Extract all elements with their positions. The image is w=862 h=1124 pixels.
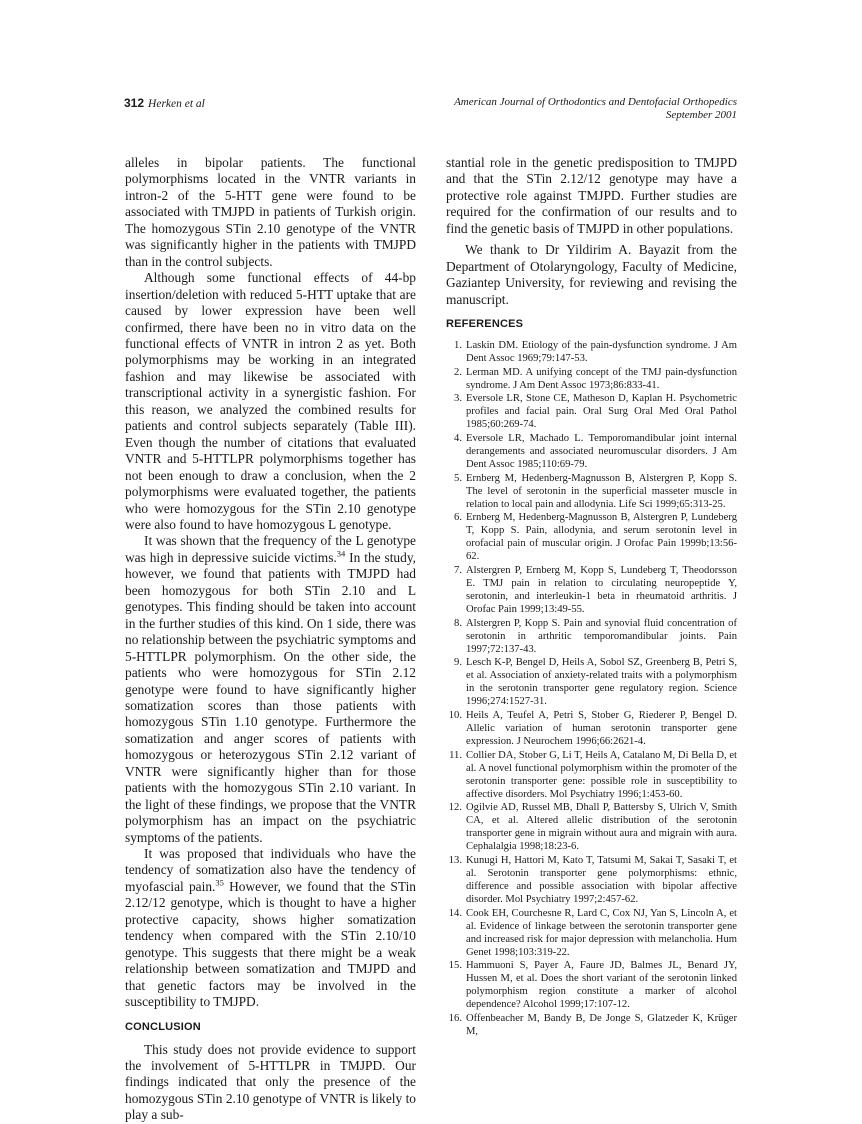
reference-item: [446, 432, 737, 471]
reference-number: 8.: [454, 617, 462, 629]
reference-number: 4.: [454, 432, 462, 444]
paragraph: Although some functional effects of 44-bp insertion/deletion with reduced 5-HTT uptake that are caused by lower expression have been well confirmed, there have been no in vitro data on the functional effects of VNTR in intron 2 as yet. Both polymorphisms may be working in an integrated fashion and may likewise be associated with transcriptional activity in a synergistic fashion. For this reason, we analyzed the combined results for patients and control subjects separately (Table III). Even though the number of citations that evaluated VNTR and 5-HTTLPR polymorphisms together has not been enough to draw a conclusion, when the 2 polymorphisms were evaluated together, the patients who were homozygous for the STin 2.10 genotype were also found to have homozygous L genotype.: [125, 270, 416, 532]
reference-number: 11.: [449, 749, 462, 761]
reference-text: Alstergren P, Kopp S. Pain and synovial fluid concentration of serotonin in arthritic temporomandibular joints. Pain 1997;72:137-43.: [466, 617, 737, 655]
paragraph: [125, 533, 416, 846]
reference-item: [446, 617, 737, 656]
paragraph-text: In the study, however, we found that patients with TMJPD had been homozygous for both STin 2.10 and L genotypes. This finding should be taken into account in the further studies of this kind. On 1 side, there was no relationship between the psychiatric symptoms and 5-HTTLPR polymorphism. On the other side, the patients who were homozygous for STin 2.12 genotype were found to have significantly higher somatization scores than those patients with homozygous STin 1.10 genotype. Furthermore the somatization and anger scores of patients with homozygous or heterozygous STin 2.12 variant of VNTR were significantly higher than for those patients with the homozygous STin 2.10 variant. In the light of these findings, we propose that the VNTR polymorphism has an impact on the psychiatric symptoms of the patients.: [125, 549, 416, 845]
reference-item: [446, 472, 737, 511]
reference-item: [446, 392, 737, 431]
reference-number: 5.: [454, 472, 462, 484]
reference-text: Alstergren P, Ernberg M, Kopp S, Lundeberg T, Theodorsson E. TMJ pain in relation to circulating neuropeptide Y, serotonin, and interleukin-1 beta in rheumatoid arthritis. J Orofac Pain 1999;13:49-55.: [466, 564, 737, 616]
reference-text: Lerman MD. A unifying concept of the TMJ pain-dysfunction syndrome. J Am Dent Assoc 1973;86:833-41.: [466, 366, 737, 391]
reference-text: Kunugi H, Hattori M, Kato T, Tatsumi M, Sakai T, Sasaki T, et al. Serotonin transporter gene polymorphisms: ethnic, difference and possible association with bipolar affective disorder. Mol Psychiatry 1997;2:457-62.: [466, 854, 737, 906]
reference-item: [446, 801, 737, 853]
reference-item: [446, 366, 737, 392]
reference-item: [446, 1012, 737, 1038]
reference-text: Ogilvie AD, Russel MB, Dhall P, Battersby S, Ulrich V, Smith CA, et al. Altered allelic distribution of the serotonin transporter gene in migrain without aura and migrain with aura. Cephalalgia 1998;18:23-6.: [466, 802, 737, 853]
reference-text: Eversole LR, Machado L. Temporomandibular joint internal derangements and associated neuromuscular disorders. J Am Dent Assoc 1985;110:69-79.: [466, 432, 737, 470]
running-header-left: [124, 96, 205, 110]
paragraph-text: It was proposed that individuals who have the tendency of somatization also have the tendency of myofascial pain.: [125, 846, 416, 894]
reference-number: 6.: [454, 512, 462, 524]
issue-date: September 2001: [665, 109, 737, 121]
reference-item: [446, 511, 737, 563]
citation-ref: 34: [336, 548, 346, 559]
reference-text: Eversole LR, Stone CE, Matheson D, Kaplan H. Psychometric profiles and facial pain. Oral Surg Oral Med Oral Pathol 1985;60:269-74.: [466, 393, 737, 431]
reference-text: Collier DA, Stober G, Li T, Heils A, Catalano M, Di Bella D, et al. A novel functional polymorphism within the promoter of the serotonin transporter gene: possible role in susceptibility to affective disorders. Mol Psychiatry 1996;1:453-60.: [466, 749, 737, 800]
reference-item: [446, 709, 737, 748]
reference-number: 10.: [448, 709, 462, 721]
reference-number: 2.: [454, 366, 462, 378]
reference-number: 7.: [454, 564, 462, 576]
reference-text: Ernberg M, Hedenberg-Magnusson B, Alstergren P, Kopp S. The level of serotonin in the superficial masseter muscle in relation to local pain and allodynia. Life Sci 1999;65:313-25.: [466, 472, 737, 510]
reference-list: [446, 339, 737, 1038]
paragraph: This study does not provide evidence to support the involvement of 5-HTTLPR in TMJPD. Our findings indicated that only the presence of the homozygous STin 2.10 genotype of VNTR is likely to play a sub-: [125, 1041, 416, 1123]
reference-number: 9.: [454, 657, 462, 669]
right-column: [446, 155, 737, 1039]
reference-item: [446, 339, 737, 365]
acknowledgment: We thank to Dr Yildirim A. Bayazit from the Department of Otolaryngology, Faculty of Medicine, Gaziantep University, for reviewing and revising the manuscript.: [446, 242, 737, 307]
reference-number: 13.: [448, 854, 462, 866]
reference-number: 1.: [454, 340, 462, 352]
citation-ref: 35: [215, 877, 224, 888]
reference-text: Ernberg M, Hedenberg-Magnusson B, Alstergren P, Lundeberg T, Kopp S. Pain, allodynia, and serum serotonin level in orofacial pain of muscular origin. J Orofac Pain 1999b;13:56-62.: [466, 512, 737, 563]
reference-item: [446, 959, 737, 1011]
section-heading-conclusion: CONCLUSION: [125, 1020, 201, 1033]
running-authors: Herken et al: [148, 98, 205, 110]
paragraph: stantial role in the genetic predisposition to TMJPD and that the STin 2.12/12 genotype may have a protective role against TMJPD. Further studies are required for the confirmation of our results and to find the genetic basis of TMJPD in other populations.: [446, 155, 737, 236]
reference-item: [446, 564, 737, 616]
paragraph: alleles in bipolar patients. The functional polymorphisms located in the VNTR variants in intron-2 of the 5-HTT gene were found to be associated with TMJPD in patients of Turkish origin. The homozygous STin 2.10 genotype of the VNTR was significantly higher in the patients with TMJPD than in the control subjects.: [125, 155, 416, 269]
reference-item: [446, 749, 737, 801]
page-number: 312: [124, 96, 145, 110]
reference-item: [446, 854, 737, 906]
reference-text: Heils A, Teufel A, Petri S, Stober G, Riederer P, Bengel D. Allelic variation of human serotonin transporter gene expression. J Neurochem 1996;66:2621-4.: [466, 709, 737, 747]
reference-number: 14.: [448, 907, 462, 919]
journal-title: American Journal of Orthodontics and Dentofacial Orthopedics: [454, 96, 737, 108]
reference-item: [446, 907, 737, 959]
reference-text: Lesch K-P, Bengel D, Heils A, Sobol SZ, Greenberg B, Petri S, et al. Association of anxiety-related traits with a polymorphism in the serotonin transporter gene regulatory region. Science 1996;274:1527-31.: [466, 657, 737, 708]
reference-text: Cook EH, Courchesne R, Lard C, Cox NJ, Yan S, Lincoln A, et al. Evidence of linkage between the serotonin transporter gene and increased risk for major depression with melancholia. Hum Genet 1998;103:319-22.: [466, 907, 737, 958]
running-header-right: [454, 96, 737, 122]
reference-number: 3.: [454, 393, 462, 405]
reference-text: Offenbeacher M, Bandy B, De Jonge S, Glatzeder K, Krüger M,: [466, 1012, 737, 1038]
paragraph-text: However, we found that the STin 2.12/12 genotype, which is thought to have a higher protective capacity, shows higher somatization tendency when compared with the STin 2.10/10 genotype. This suggests that there might be a weak relationship between somatization and TMJPD and that genetic factors may be involved in the susceptibility to TMJPD.: [125, 878, 417, 1010]
reference-number: 12.: [448, 802, 462, 814]
paragraph-text: It was shown that the frequency of the L genotype was high in depressive suicide victims.: [125, 533, 416, 565]
reference-number: 16.: [448, 1012, 462, 1024]
section-heading-references: REFERENCES: [446, 318, 524, 331]
reference-text: Hammuoni S, Payer A, Faure JD, Balmes JL, Benard JY, Hussen M, et al. Does the short variant of the serotonin linked polymorphism region constitute a marker of alcohol dependence? Alcohol 1999;17:107-12.: [466, 960, 737, 1011]
reference-item: [446, 656, 737, 708]
reference-number: 15.: [448, 960, 462, 972]
reference-text: Laskin DM. Etiology of the pain-dysfunction syndrome. J Am Dent Assoc 1969;79:147-53.: [466, 340, 737, 365]
paragraph: [125, 846, 416, 1011]
left-column: [125, 155, 416, 1124]
